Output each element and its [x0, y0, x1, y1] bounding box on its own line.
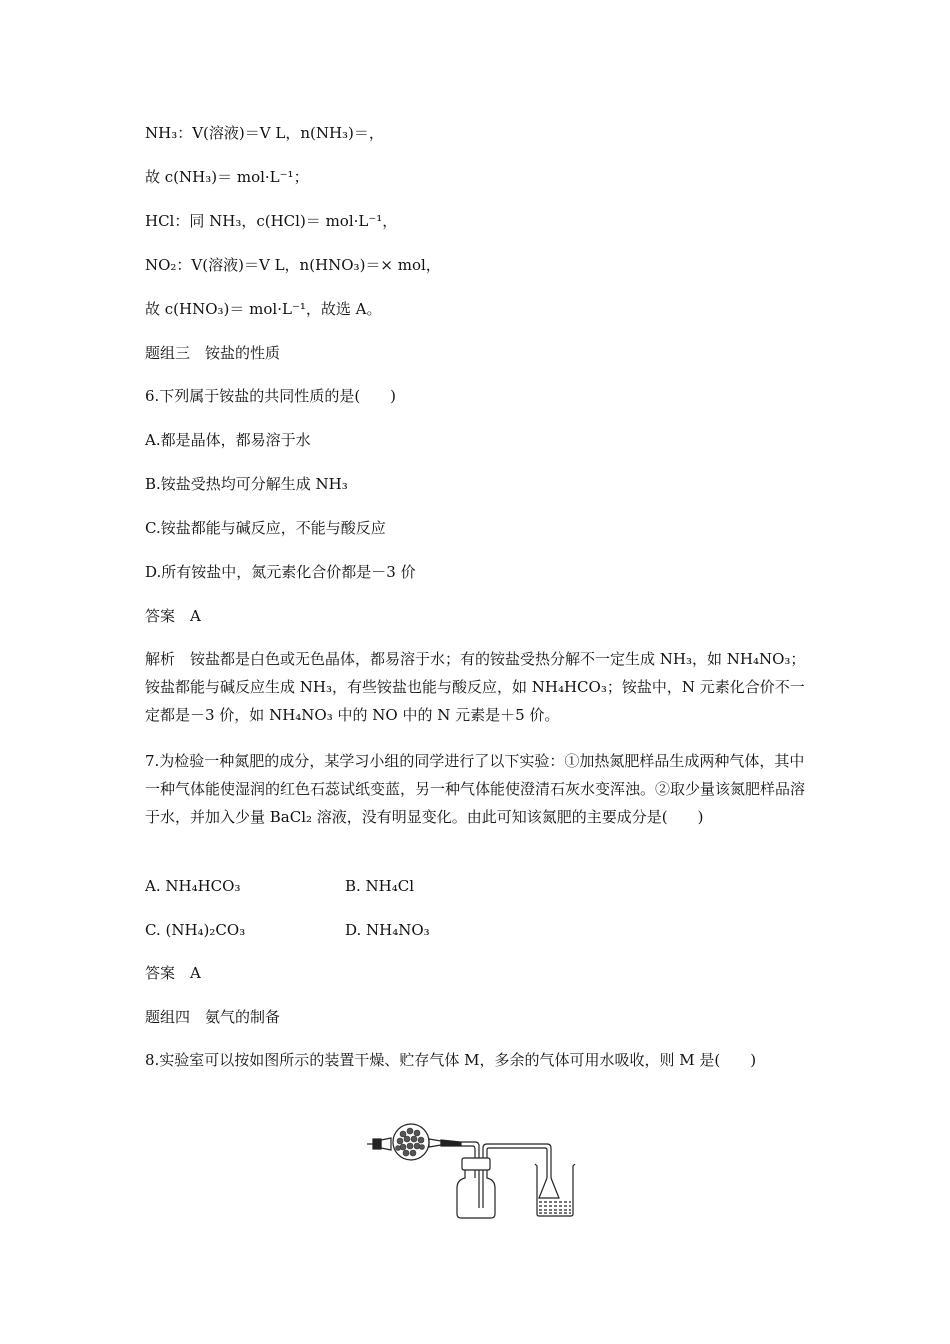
q6-option-a: A.都是晶体，都易溶于水: [145, 431, 311, 449]
q6-option-b: B.铵盐受热均可分解生成 NH₃: [145, 475, 348, 493]
delivery-tube-a: [461, 1142, 479, 1158]
group3-title: 题组三 铵盐的性质: [145, 344, 281, 362]
q6-option-c: C.铵盐都能与碱反应，不能与酸反应: [145, 519, 386, 537]
gas-bottle: [457, 1170, 495, 1218]
q7-option-b: B. NH₄Cl: [345, 877, 415, 895]
calc-line-1: NH₃：V(溶液)＝V L，n(NH₃)＝，: [145, 124, 384, 142]
q8-stem: 8.实验室可以按如图所示的装置干燥、贮存气体 M，多余的气体可用水吸收，则 M 是( ): [145, 1051, 757, 1069]
calc-line-5: 故 c(HNO₃)＝ mol·L⁻¹，故选 A。: [145, 300, 382, 318]
drying-tube-outlet: [429, 1139, 441, 1147]
desiccant-granules: [396, 1128, 425, 1156]
q6-answer: 答案 A: [145, 607, 201, 625]
drying-tube-neck: [381, 1138, 391, 1150]
calc-line-4: NO₂：V(溶液)＝V L，n(HNO₃)＝× mol，: [145, 256, 441, 274]
q7-stem: 7.为检验一种氮肥的成分，某学习小组的同学进行了以下实验：①加热氮肥样品生成两种气体，其中一种气体能使湿润的红色石蕊试纸变蓝，另一种气体能使澄清石灰水变浑浊。②取少量该氮肥样品溶于水，并加入少量 BaCl₂ 溶液，没有明显变化。由此可知该氮肥的主要成分是( ): [145, 752, 806, 826]
calc-line-2: 故 c(NH₃)＝ mol·L⁻¹；: [145, 168, 309, 186]
bottle-stopper: [462, 1158, 490, 1170]
inverted-funnel: [539, 1178, 559, 1198]
apparatus-diagram: [365, 1118, 585, 1222]
q6-option-d: D.所有铵盐中，氮元素化合价都是－3 价: [145, 563, 416, 581]
delivery-tube-b: [483, 1144, 551, 1178]
q7-answer: 答案 A: [145, 964, 201, 982]
q6-analysis: 解析 铵盐都是白色或无色晶体，都易溶于水；有的铵盐受热分解不一定生成 NH₃，如 NH₄NO₃；铵盐都能与碱反应生成 NH₃，有些铵盐也能与酸反应，如 NH₄HCO₃；铵盐中，N 元素化合价不一定都是－3 价，如 NH₄NO₃ 中的 NO 中的 N 元素是＋5 价。: [145, 650, 806, 724]
beaker-water: [539, 1202, 571, 1213]
beaker: [535, 1164, 575, 1216]
group4-title: 题组四 氨气的制备: [145, 1008, 281, 1026]
q7-option-a: A. NH₄HCO₃: [145, 877, 241, 895]
calc-line-3: HCl：同 NH₃，c(HCl)＝ mol·L⁻¹，: [145, 212, 398, 230]
delivery-tube-b-inner: [487, 1148, 547, 1178]
rubber-joint: [441, 1140, 461, 1146]
q7-option-c: C. (NH₄)₂CO₃: [145, 921, 246, 939]
q7-option-d: D. NH₄NO₃: [345, 921, 430, 939]
q6-stem: 6.下列属于铵盐的共同性质的是( ): [145, 387, 397, 405]
delivery-tube-a-inner: [461, 1146, 475, 1158]
